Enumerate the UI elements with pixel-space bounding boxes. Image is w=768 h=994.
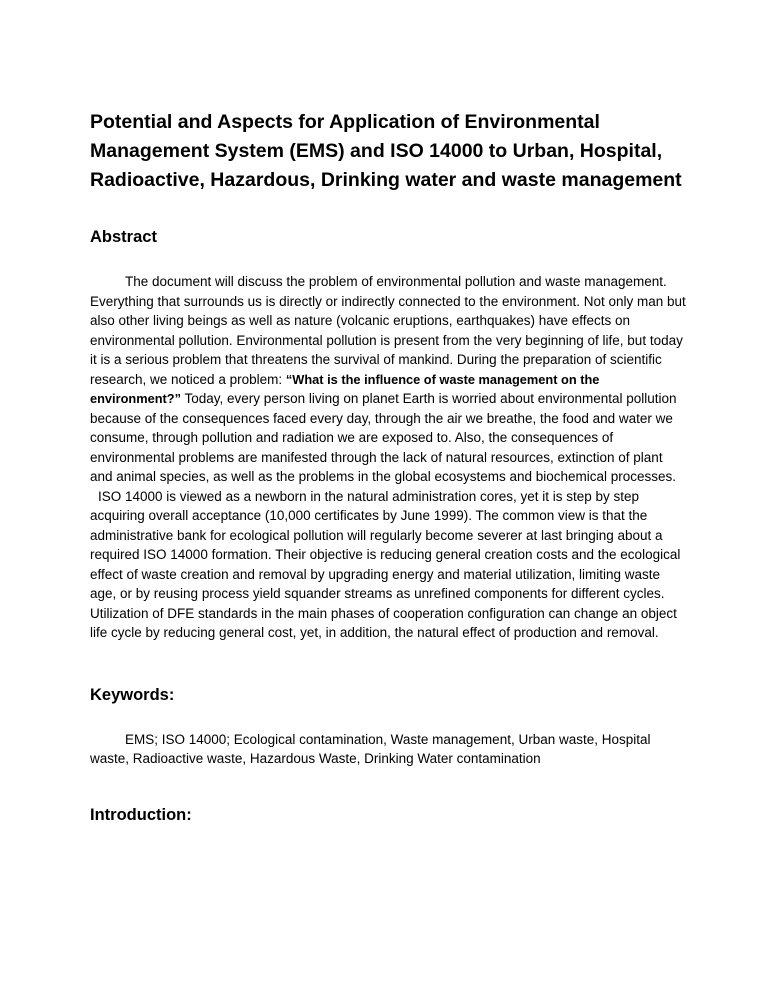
abstract-heading: Abstract <box>90 228 157 246</box>
abstract-paragraph-1 <box>90 272 686 487</box>
abstract-paragraph-1-text-before: The document will discuss the problem of environmental pollution and waste management. Everything that surrounds us is directly or indirectly connected to the environment. Not only man but also other living beings as well as nature (volcanic eruptions, earthquakes) have effects on environmental pollution. Environmental pollution is present from the very beginning of life, but today it is a serious problem that threatens the survival of mankind. During the preparation of scientific research, we noticed a problem: <box>90 274 686 387</box>
abstract-paragraph-1-bold-question: “What is the influence of waste management on the environment?” <box>90 371 600 406</box>
introduction-heading: Introduction: <box>90 805 192 824</box>
keywords-heading: Keywords: <box>90 685 175 704</box>
keywords-text: EMS; ISO 14000; Ecological contamination, Waste management, Urban waste, Hospital waste, Radioactive waste, Hazardous Waste, Drinking Water contamination <box>90 731 651 766</box>
abstract-paragraph-2: ISO 14000 is viewed as a newborn in the natural administration cores, yet it is step by step acquiring overall acceptance (10,000 certificates by June 1999). The common view is that the administrative bank for ecological pollution will regularly become severer at last bringing about a required ISO 14000 formation. Their objective is reducing general creation costs and the ecological effect of waste creation and removal by upgrading energy and material utilization, limiting waste age, or by reusing process yield squander streams as unrefined components for different cycles. Utilization of DFE standards in the main phases of cooperation configuration can change an object life cycle by reducing general cost, yet, in addition, the natural effect of production and removal. <box>90 488 681 640</box>
document-title: Potential and Aspects for Application of Environmental Management System (EMS) and ISO 14000 to Urban, Hospital, Radioactive, Hazardous, Drinking water and waste management <box>90 111 682 191</box>
abstract-paragraph-1-text-after: Today, every person living on planet Earth is worried about environmental pollution because of the consequences faced every day, through the air we breathe, the food and water we consume, through pollution and radiation we are exposed to. Also, the consequences of environmental problems are manifested through the lack of natural resources, extinction of plant and animal species, as well as the problems in the global ecosystems and biochemical processes. <box>90 391 677 484</box>
